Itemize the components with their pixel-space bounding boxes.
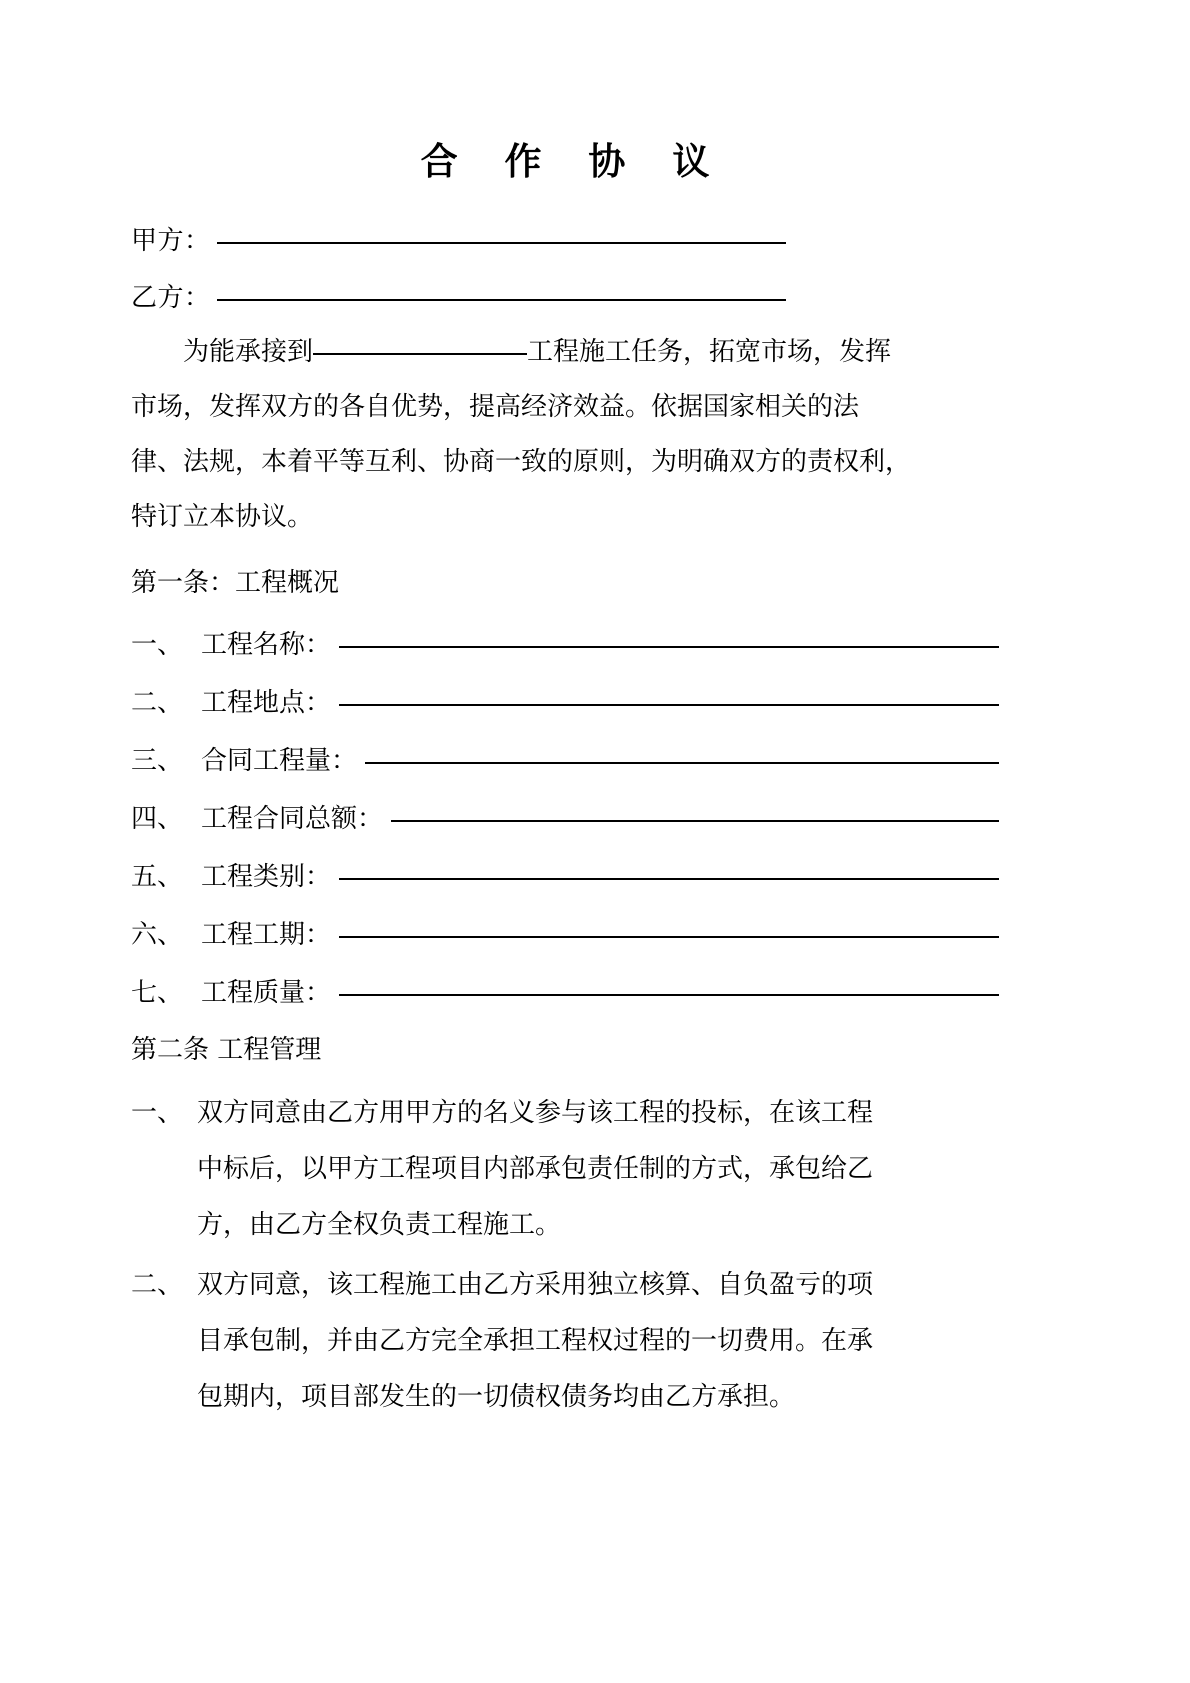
item-label: 合同工程量：: [201, 746, 358, 776]
article-one-item-2: [131, 687, 999, 719]
clause-line: 目承包制，并由乙方完全承担工程权过程的一切费用。在承: [197, 1326, 874, 1356]
clause-body: [197, 1257, 999, 1425]
article-two-heading: 第二条 工程管理: [131, 1035, 322, 1065]
article-one-heading: 第一条：工程概况: [131, 568, 340, 598]
item-blank[interactable]: [391, 819, 999, 822]
item-number: 二、: [131, 688, 184, 718]
article-two-clause-1: [131, 1085, 999, 1253]
preamble-paragraph: [131, 325, 999, 545]
clause-line: 包期内，项目部发生的一切债权债务均由乙方承担。: [197, 1382, 796, 1412]
clause-line: 方，由乙方全权负责工程施工。: [197, 1210, 562, 1240]
item-blank[interactable]: [365, 761, 999, 764]
party-row-second: [131, 282, 999, 314]
item-blank[interactable]: [339, 703, 999, 706]
item-label: 工程地点：: [201, 688, 332, 718]
preamble-line-2: 市场，发挥双方的各自优势，提高经济效益。依据国家相关的法: [131, 392, 860, 422]
article-two-clause-2: [131, 1257, 999, 1425]
item-number: 七、: [131, 978, 184, 1008]
item-number: 五、: [131, 862, 184, 892]
preamble-line-4: 特订立本协议。: [131, 502, 314, 532]
item-label: 工程类别：: [201, 862, 332, 892]
article-one-item-3: [131, 745, 999, 777]
page-title: 合 作 协 议: [420, 140, 727, 183]
project-name-blank[interactable]: [313, 352, 527, 355]
item-label: 工程合同总额：: [201, 804, 384, 834]
party-row-first: [131, 225, 999, 257]
clause-line: 双方同意，该工程施工由乙方采用独立核算、自负盈亏的项: [197, 1270, 874, 1300]
item-number: 三、: [131, 746, 184, 776]
preamble-line-1-prefix: 为能承接到: [183, 337, 314, 367]
article-one-item-5: [131, 861, 999, 893]
article-one-item-4: [131, 803, 999, 835]
article-one-item-6: [131, 919, 999, 951]
preamble-line-1-suffix: 工程施工任务，拓宽市场，发挥: [527, 337, 892, 367]
clause-body: [197, 1085, 999, 1253]
clause-line: 中标后，以甲方工程项目内部承包责任制的方式，承包给乙: [197, 1154, 874, 1184]
item-blank[interactable]: [339, 993, 999, 996]
party-label-first: 甲方：: [131, 226, 211, 256]
preamble-line-3: 律、法规，本着平等互利、协商一致的原则，为明确双方的责权利，: [131, 447, 912, 477]
item-number: 一、: [131, 630, 184, 660]
item-number: 六、: [131, 920, 184, 950]
clause-number: 二、: [131, 1270, 184, 1300]
clause-line: 双方同意由乙方用甲方的名义参与该工程的投标，在该工程: [197, 1098, 874, 1128]
party-blank-first[interactable]: [217, 241, 786, 244]
preamble-line-1: [131, 325, 999, 380]
item-blank[interactable]: [339, 877, 999, 880]
article-one-item-7: [131, 977, 999, 1009]
article-one-item-1: [131, 629, 999, 661]
item-blank[interactable]: [339, 645, 999, 648]
clause-number: 一、: [131, 1098, 184, 1128]
item-label: 工程工期：: [201, 920, 332, 950]
item-blank[interactable]: [339, 935, 999, 938]
item-number: 四、: [131, 804, 184, 834]
party-label-second: 乙方：: [131, 283, 211, 313]
item-label: 工程质量：: [201, 978, 332, 1008]
party-blank-second[interactable]: [217, 298, 786, 301]
item-label: 工程名称：: [201, 630, 332, 660]
